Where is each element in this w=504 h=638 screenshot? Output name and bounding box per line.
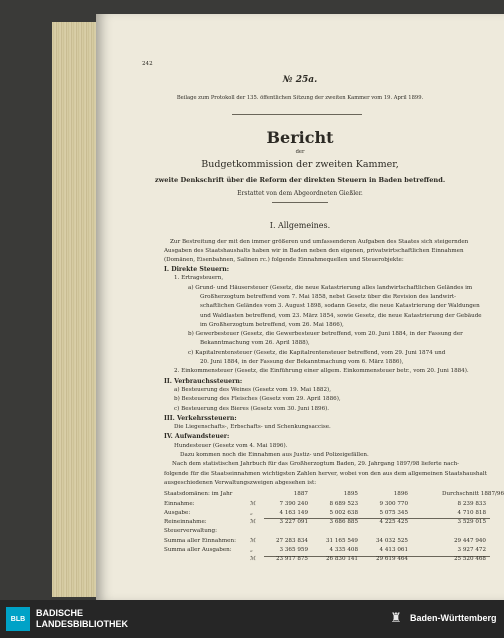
list-line: c) Besteuerung des Bieres (Gesetz vom 30. Juni 1896). [174, 405, 330, 412]
list-line: c) Kapitalrentensteuer (Gesetz, die Kapitalrentensteuer betreffend, vom 29. Juni 1874 und [188, 349, 446, 356]
list-line: Hundesteuer (Gesetz vom 4. Mai 1896). [174, 442, 288, 449]
table-header: 1895 [343, 491, 358, 498]
table-row-label: Steuerverwaltung: [164, 528, 217, 535]
table-cell: 3 686 885 [329, 519, 358, 526]
title-commission: Budgetkommission der zweiten Kammer, [201, 159, 399, 170]
list-line: b) Gewerbesteuer (Gesetz, die Gewerbesteuer betreffend, vom 20. Juni 1884, in der Fassung der [188, 331, 463, 338]
table-cell: 25 520 468 [453, 556, 486, 563]
list-line: Bekanntmachung vom 26. April 1888), [200, 340, 310, 347]
list-line: II. Verbrauchssteuern: [164, 377, 243, 385]
table-cell: 7 390 240 [279, 500, 308, 507]
page-edges [52, 22, 102, 597]
list-line: a) Grund- und Häusersteuer (Gesetz, die neue Katastrierung alles landwirtschaftlichen Geländes im [188, 284, 473, 291]
table-currency: „ [250, 547, 253, 553]
footer-bar [0, 600, 504, 638]
table-currency: ℳ [250, 556, 256, 563]
table-cell: 4 413 061 [379, 547, 408, 553]
table-cell: 31 165 549 [325, 537, 358, 544]
table-cell: 29 619 464 [375, 556, 408, 563]
list-line: 1. Ertragsteuern, [174, 275, 224, 282]
table-cell: 3 365 959 [279, 547, 308, 553]
table-cell: 5 075 345 [379, 509, 408, 516]
divider [272, 202, 328, 203]
doc-number: № 25a. [282, 75, 318, 85]
table-cell: 29 447 940 [453, 537, 486, 544]
list-line: schaftlichen Geländes vom 3. August 1898, sodann Gesetz, die neue Katastrierung der Waldungen [200, 303, 480, 310]
page-number: 242 [142, 61, 153, 67]
table-cell: 4 225 425 [379, 519, 408, 526]
title-der: der [295, 149, 305, 155]
list-line: Dazu kommen noch die Einnahmen aus Justiz- und Polizeigefällen. [180, 452, 369, 458]
table-cell: 8 689 523 [329, 500, 358, 507]
table-cell: 5 002 638 [329, 509, 358, 516]
list-line: ausgeschiedenen Verwaltungszweigen abgesehen ist: [164, 479, 317, 486]
library-name [36, 608, 128, 630]
table-header: 1896 [393, 491, 408, 498]
list-line: a) Besteuerung des Weines (Gesetz vom 19. Mai 1882), [174, 386, 332, 393]
list-line: 2. Einkommensteuer (Gesetz, die Einführung einer allgem. Einkommensteuer betr., vom 20. Juni 1884). [174, 368, 469, 375]
table-row-label: Staatsdomänen: im Jahr [164, 491, 233, 498]
table-row-label: Reineinnahme: [164, 519, 207, 526]
table-currency: ℳ [250, 519, 256, 526]
title-author: Erstattet von dem Abgeordneten Gießler. [237, 190, 363, 197]
table-cell: 4 163 149 [279, 509, 308, 516]
table-currency: ℳ [250, 500, 256, 507]
list-line: Nach dem statistischen Jahrbuch für das Großherzogtum Baden, 29. Jahrgang 1897/98 lieferte nach- [172, 461, 460, 468]
table-row-label: Summa aller Einnahmen: [164, 537, 236, 544]
table-header: 1887 [293, 491, 308, 498]
table-cell: 3 529 015 [457, 519, 486, 526]
list-line: folgende für die Staatseinnahmen wichtigsten Zahlen herver, wobei von den aus dem allgemeinen Staatshaushalt [164, 470, 487, 477]
list-line: Die Liegenschafts-, Erbschafts- und Schenkungsaccise. [174, 424, 331, 431]
list-line: III. Verkehrssteuern: [164, 414, 237, 422]
list-line: im Großherzogtum betreffend, vom 26. Mai 1866), [200, 321, 344, 328]
table-cell: 8 239 833 [457, 500, 486, 507]
doc-title: Bericht [266, 128, 334, 147]
table-cell: 26 830 141 [325, 556, 358, 563]
list-line: I. Direkte Steuern: [164, 266, 230, 273]
table-row-label: Einnahme: [164, 500, 195, 507]
library-name-line2: LANDESBIBLIOTHEK [36, 619, 128, 629]
table-cell: 23 917 875 [275, 556, 308, 563]
intro-line: Zur Bestreitung der mit den immer größeren und umfassenderen Aufgaben des Staates sich steigernden [170, 239, 469, 245]
divider [232, 114, 362, 115]
table-row-label: Summa aller Ausgaben: [164, 547, 232, 553]
table-cell: 4 710 818 [457, 509, 486, 516]
state-crest-icon: ♜ [390, 611, 402, 626]
table-cell: 3 927 472 [457, 547, 486, 553]
list-line: 20. Juni 1884, in der Fassung der Bekanntmachung vom 6. März 1886), [200, 359, 404, 365]
table-header: Durchschnitt 1887/96 [442, 491, 504, 498]
section-heading: I. Allgemeines. [269, 221, 331, 230]
state-name[interactable]: Baden-Württemberg [410, 613, 497, 623]
blb-logo[interactable]: BLB [6, 607, 30, 631]
intro-line: Ausgaben des Staatshaushalts haben wir in Baden neben den eigenen, privatwirtschaftlichen Einnahmen [164, 248, 464, 254]
table-row-label: Ausgabe: [164, 509, 191, 516]
table-currency: ℳ [250, 537, 256, 544]
table-cell: 9 300 770 [379, 500, 408, 507]
table-cell: 4 335 408 [329, 547, 358, 553]
document-page [96, 14, 504, 600]
table-cell: 27 283 834 [275, 537, 308, 544]
table-currency: „ [250, 509, 253, 516]
library-name-line1: BADISCHE [36, 608, 84, 618]
title-topic: zweite Denkschrift über die Reform der direkten Steuern in Baden betreffend. [154, 176, 446, 184]
list-line: Großherzogtum betreffend vom 7. Mai 1858, nebst Gesetz über die Revision des landwirt- [200, 293, 457, 300]
intro-line: (Domänen, Eisenbahnen, Salinen rc.) folgende Einnahmequellen und Steuerobjekte: [164, 257, 404, 263]
table-cell: 3 227 091 [279, 519, 308, 526]
subtitle: Beilage zum Protokoll der 135. öffentlichen Sitzung der zweiten Kammer vom 19. April 1899. [176, 95, 424, 101]
table-cell: 34 032 525 [375, 537, 408, 544]
list-line: IV. Aufwandsteuer: [164, 433, 230, 441]
list-line: b) Besteuerung des Fleisches (Gesetz vom 29. April 1886), [174, 396, 341, 403]
list-line: und Waldlasten betreffend, vom 23. März 1854, sowie Gesetz, die neue Katastrierung der Gebäude [200, 312, 482, 319]
